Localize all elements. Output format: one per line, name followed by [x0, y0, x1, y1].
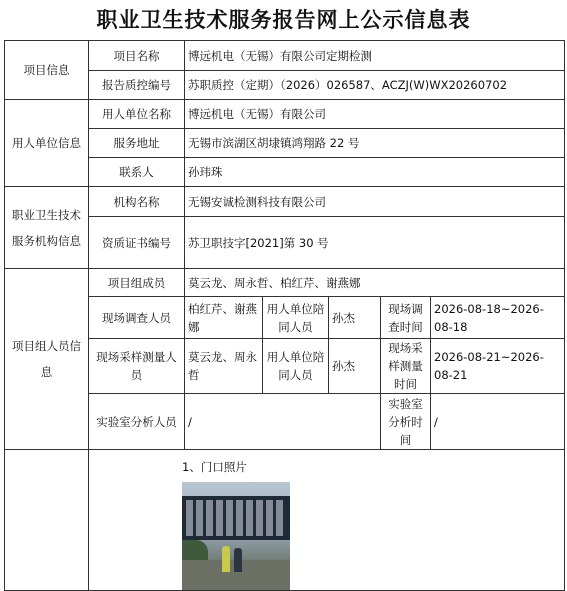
- sampling-accompany-value: 孙杰: [329, 339, 381, 394]
- person-figure: [234, 548, 242, 572]
- survey-staff-value: 柏红芹、谢燕娜: [185, 297, 263, 339]
- section-agency-label: 职业卫生技术服务机构信息: [5, 187, 89, 269]
- info-table: [4, 40, 565, 591]
- lab-staff-value: /: [185, 394, 381, 450]
- company-sign: [182, 496, 290, 540]
- certificate-number-label: 资质证书编号: [89, 217, 185, 269]
- members-value: 莫云龙、周永哲、柏红芹、谢燕娜: [185, 269, 565, 297]
- project-name-value: 博远机电（无锡）有限公司定期检测: [185, 41, 565, 71]
- lab-time-value: /: [431, 394, 565, 450]
- lab-time-label: 实验室分析时间: [381, 394, 431, 450]
- agency-name-label: 机构名称: [89, 187, 185, 217]
- photo-cell: [89, 450, 565, 591]
- service-address-value: 无锡市滨湖区胡埭镇鸿翔路 22 号: [185, 129, 565, 158]
- service-address-label: 服务地址: [89, 129, 185, 158]
- contact-value: 孙玮珠: [185, 158, 565, 187]
- agency-name-value: 无锡安诚检测科技有限公司: [185, 187, 565, 217]
- section-project-label: 项目信息: [5, 41, 89, 100]
- sampling-staff-label: 现场采样测量人员: [89, 339, 185, 394]
- section-personnel-label: 项目组人员信息: [5, 269, 89, 450]
- photo-caption: 1、门口照片: [182, 460, 247, 474]
- report-number-label: 报告质控编号: [89, 71, 185, 100]
- entrance-photo: [182, 482, 290, 590]
- survey-staff-label: 现场调查人员: [89, 297, 185, 339]
- person-figure: [222, 546, 230, 572]
- employer-name-value: 博远机电（无锡）有限公司: [185, 100, 565, 129]
- survey-time-label: 现场调查时间: [381, 297, 431, 339]
- survey-time-value: 2026-08-18~2026-08-18: [431, 297, 565, 339]
- contact-label: 联系人: [89, 158, 185, 187]
- survey-accompany-value: 孙杰: [329, 297, 381, 339]
- survey-accompany-label: 用人单位陪同人员: [263, 297, 329, 339]
- project-name-label: 项目名称: [89, 41, 185, 71]
- page-title: 职业卫生技术服务报告网上公示信息表: [96, 8, 471, 32]
- employer-name-label: 用人单位名称: [89, 100, 185, 129]
- sampling-accompany-label: 用人单位陪同人员: [263, 339, 329, 394]
- section-employer-label: 用人单位信息: [5, 100, 89, 187]
- members-label: 项目组成员: [89, 269, 185, 297]
- report-number-value: 苏职质控（定期）（2026）026587、ACZJ(W)WX20260702: [185, 71, 565, 100]
- sampling-time-label: 现场采样测量时间: [381, 339, 431, 394]
- photo-row-blank: [5, 450, 89, 591]
- sampling-staff-value: 莫云龙、周永哲: [185, 339, 263, 394]
- lab-staff-label: 实验室分析人员: [89, 394, 185, 450]
- sampling-time-value: 2026-08-21~2026-08-21: [431, 339, 565, 394]
- certificate-number-value: 苏卫职技字[2021]第 30 号: [185, 217, 565, 269]
